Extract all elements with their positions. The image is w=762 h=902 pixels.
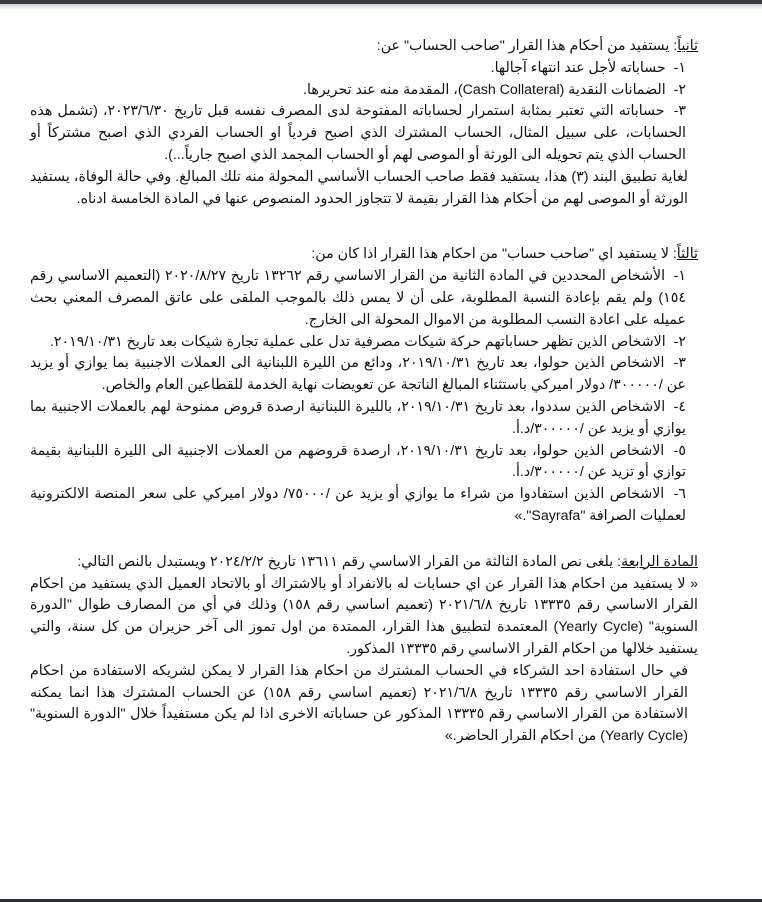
- item-text: الأشخاص المحددين في المادة الثانية من القرار الاساسي رقم ١٣٢٦٢ تاريخ ٢٠٢٠/٨/٢٧ (التعميم الاساسي رقم ١٥٤) ولم يقم بإعادة النسبة المطلوبة، على أن لا يمس ذلك بالموجب الملقى على عاتق المصرف المعني بحث عميله على اعادة النسب المطلوبة من الاموال المحولة الى الخارج.: [30, 268, 686, 328]
- item-number: ٣-: [673, 103, 686, 120]
- section-label: ثالثاً: [676, 246, 698, 263]
- item-number: ١-: [673, 268, 686, 285]
- item-text: الاشخاص الذين تظهر حساباتهم حركة شيكات مصرفية تدل على عملية تجارة شيكات بعد تاريخ ٢٠١٩/١٠/٣١.: [49, 333, 666, 350]
- item-text: الاشخاص الذين حولوا، بعد تاريخ ٢٠١٩/١٠/٣١، ارصدة قروضهم من العملات الاجنبية الى الليرة اللبنانية بقيمة توازي أو تزيد عن /٣٠٠٠٠٠/د.أ.: [30, 442, 686, 481]
- item-number: ٢-: [673, 333, 686, 350]
- list-item: [30, 266, 698, 331]
- item-text: الضمانات النقدية (Cash Collateral)، المقدمة منه عند تحريرها.: [303, 81, 666, 98]
- item-text: حساباته لأجل عند انتهاء آجالها.: [490, 59, 666, 76]
- list-item: [30, 332, 698, 354]
- article-fourth-heading: [30, 552, 698, 574]
- section-second: [30, 36, 698, 210]
- article-heading-text: : يلغى نص المادة الثالثة من القرار الاساسي رقم ١٣٦١١ تاريخ ٢٠٢٤/٢/٢ ويستبدل بالنص التالي:: [77, 553, 622, 570]
- section-third: [30, 244, 698, 527]
- item-number: ٦-: [673, 486, 686, 503]
- article-fourth: [30, 552, 698, 748]
- item-text: الاشخاص الذين حولوا، بعد تاريخ ٢٠١٩/١٠/٣١، ودائع من الليرة اللبنانية الى العملات الاجنبية بما يوازي أو يزيد عن /٣٠٠٠٠٠/ دولار اميركي باستثناء المبالغ الناتجة عن تعويضات نهاية الخدمة للقطاعين العام والخاص.: [30, 355, 686, 394]
- item-text: الاشخاص الذين استفادوا من شراء ما يوازي أو يزيد عن /٧٥٠٠٠/ دولار اميركي على سعر المنصة الالكترونية لعمليات الصرافة "Sayrafa".»: [30, 486, 686, 524]
- item-number: ٤-: [673, 398, 687, 415]
- list-item: [30, 58, 698, 80]
- article-paragraph: « لا يستفيد من احكام هذا القرار عن اي حسابات له بالانفراد أو بالاشتراك أو بالاتحاد العميل الذي يستفيد من احكام القرار الاساسي رقم ١٣٣٣٥ تاريخ ٢٠٢١/٦/٨ (تعميم اساسي رقم ١٥٨) وذلك في أي من المصارف طوال "الدورة السنوية" (Yearly Cycle) المعتمدة لتطبيق هذا القرار، الممتدة من اول تموز الى آخر حزيران من كل سنة، والتي يستفيد خلالها من احكام القرار الاساسي رقم ١٣٣٣٥ المذكور.: [30, 575, 699, 657]
- viewer-top-shadow: [0, 4, 762, 10]
- list-item: [30, 80, 698, 102]
- item-number: ١-: [673, 59, 686, 76]
- document-page: [30, 36, 698, 748]
- list-item: [30, 397, 698, 441]
- section-label: ثانياً: [677, 38, 698, 54]
- list-item: [30, 484, 698, 528]
- section-closing-paragraph: لغاية تطبيق البند (٣) هذا، يستفيد فقط صاحب الحساب الأساسي المحولة منه تلك المبالغ. وفي حالة الوفاة، يستفيد الورثة أو الموصى لهم من أحكام هذا القرار بقيمة لا تتجاوز الحدود المنصوص عنها في المادة الخامسة ادناه.: [30, 168, 688, 207]
- item-number: ٥-: [673, 442, 687, 459]
- item-number: ٢-: [673, 81, 686, 98]
- list-item: [30, 353, 698, 397]
- item-text: الاشخاص الذين سددوا، بعد تاريخ ٢٠١٩/١٠/٣١، بالليرة اللبنانية ارصدة قروض ممنوحة لهم بالعملات الاجنبية بما يوازي أو يزيد عن /٣٠٠٠٠٠/د.أ.: [30, 398, 686, 437]
- list-item: [30, 101, 698, 166]
- list-item: [30, 441, 698, 485]
- item-number: ٣-: [673, 355, 686, 372]
- article-paragraph: في حال استفادة احد الشركاء في الحساب المشترك من احكام هذا القرار لا يمكن لشريكه الاستفادة من احكام القرار الاساسي رقم ١٣٣٣٥ تاريخ ٢٠٢١/٦/٨ (تعميم اساسي رقم ١٥٨) عن الحساب المشترك هذا انما يمكنه الاستفادة من القرار الاساسي رقم ١٣٣٣٥ المذكور عن حساباته الاخرى اذا لم يكن مستفيداً خلال "الدورة السنوية" (Yearly Cycle) من احكام القرار الحاضر.»: [30, 662, 688, 745]
- section-heading-text: : لا يستفيد اي "صاحب حساب" من احكام هذا القرار اذا كان من:: [311, 246, 677, 263]
- section-heading-text: : يستفيد من أحكام هذا القرار "صاحب الحساب" عن:: [376, 38, 678, 54]
- section-second-heading: [30, 36, 698, 58]
- section-third-heading: [30, 244, 698, 266]
- article-label: المادة الرابعة: [621, 553, 698, 570]
- item-text: حساباته التي تعتبر بمثابة استمرار لحساباته المفتوحة لدى المصرف نفسه قبل تاريخ ٢٠٢٣/٦/٣٠، (تشمل هذه الحسابات، على سبيل المثال، الحساب المشترك الذي اصبح فردياً او الحساب الفردي الذي اصبح مشتركاً أو الحساب الذي يتم تحويله الى الورثة أو الموصى لهم أو الحساب المجمد الذي اصبح جارياً...).: [30, 103, 686, 163]
